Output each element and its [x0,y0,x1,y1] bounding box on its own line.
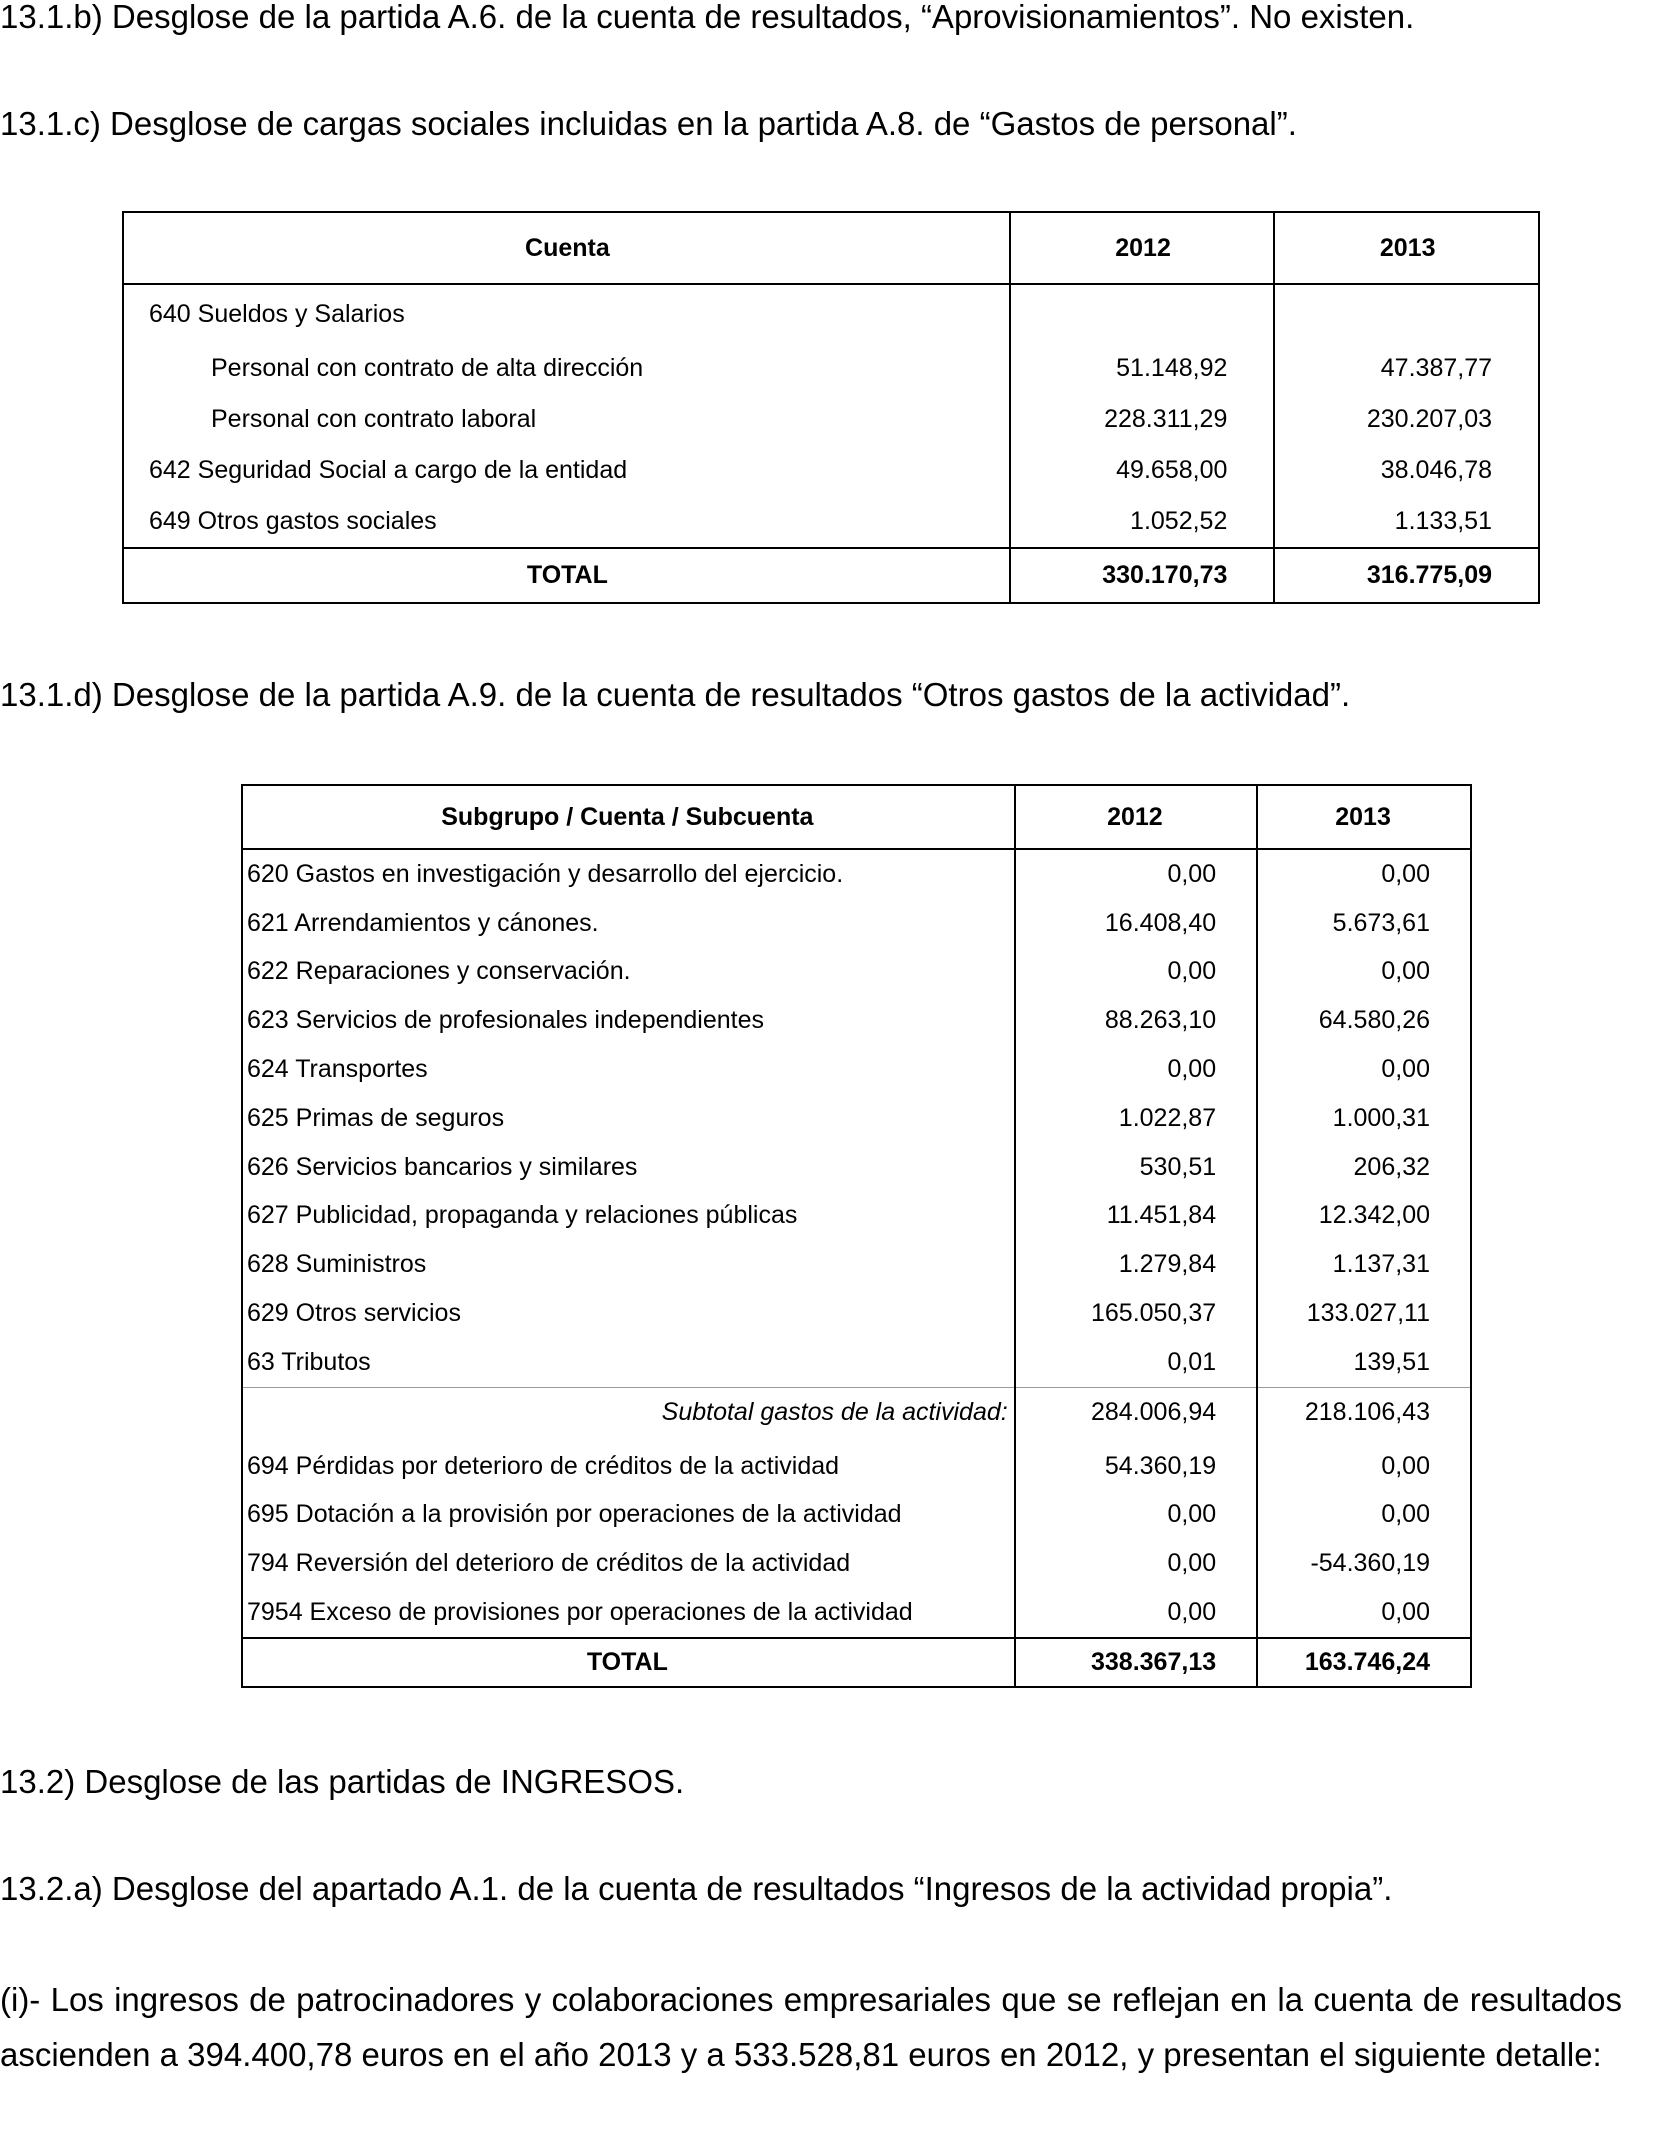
total-label: TOTAL [242,1638,1015,1687]
subtotal-2012: 284.006,94 [1015,1387,1257,1438]
row-label: 694 Pérdidas por deterioro de créditos de la actividad [242,1442,1015,1491]
heading-13-2-a: 13.2.a) Desglose del apartado A.1. de la cuenta de resultados “Ingresos de la actividad propia”. [0,1870,1393,1907]
ingresos-paragraph: (i)- Los ingresos de patrocinadores y colaboraciones empresariales que se reflejan en la cuenta de resultados ascienden a 394.400,78 euros en el año 2013 y a 533.528,81 euros en 2012, y presentan el siguiente detalle: [0,1981,1622,2073]
total-2012: 330.170,73 [1010,548,1275,603]
subtotal-row [242,1387,1471,1438]
heading-13-1-d: 13.1.d) Desglose de la partida A.9. de la cuenta de resultados “Otros gastos de la actividad”. [0,676,1351,713]
value-2012: 11.451,84 [1015,1192,1257,1241]
value-2013: 139,51 [1353,1347,1430,1376]
value-2013: 1.137,31 [1332,1250,1430,1279]
value-2013: 206,32 [1353,1152,1430,1181]
table-row [123,394,1539,445]
value-2012: 54.360,19 [1015,1442,1257,1491]
table-row [242,1094,1471,1143]
cargas-sociales-table [122,211,1540,604]
row-label: 627 Publicidad, propaganda y relaciones públicas [242,1192,1015,1241]
table-row [242,1539,1471,1588]
table-header-row [123,212,1539,284]
value-2012: 0,00 [1015,1491,1257,1540]
header-subgrupo: Subgrupo / Cuenta / Subcuenta [242,785,1015,849]
value-2012: 16.408,40 [1015,899,1257,948]
total-row [123,548,1539,603]
row-label: 621 Arrendamientos y cánones. [242,899,1015,948]
value-2013: 38.046,78 [1380,456,1492,484]
value-2012: 0,00 [1015,948,1257,997]
value-2013: 12.342,00 [1318,1201,1430,1230]
table-row [123,343,1539,394]
heading-13-1-c: 13.1.c) Desglose de cargas sociales incluidas en la partida A.8. de “Gastos de personal”. [0,105,1297,142]
header-2012: 2012 [1015,785,1257,849]
table-row [242,1491,1471,1540]
value-2012: 0,00 [1015,1539,1257,1588]
row-label: 629 Otros servicios [242,1289,1015,1338]
value-2012: 0,01 [1015,1338,1257,1387]
value-2012: 88.263,10 [1015,996,1257,1045]
row-label: 625 Primas de seguros [242,1094,1015,1143]
table-row [242,1143,1471,1192]
table-row [242,1240,1471,1289]
row-label: 695 Dotación a la provisión por operaciones de la actividad [242,1491,1015,1540]
value-2012: 49.658,00 [1010,445,1275,496]
heading-13-2: 13.2) Desglose de las partidas de INGRESOS. [0,1763,685,1800]
value-2013: 47.387,77 [1380,354,1492,382]
table-row [242,996,1471,1045]
table-row [242,1588,1471,1638]
value-2013: 133.027,11 [1306,1299,1430,1328]
value-2012 [1010,284,1275,343]
value-2013: 0,00 [1381,1055,1430,1084]
row-label: 63 Tributos [242,1338,1015,1387]
subtotal-2013: 218.106,43 [1257,1387,1471,1438]
value-2012: 1.279,84 [1015,1240,1257,1289]
total-2013: 316.775,09 [1274,548,1539,603]
row-label: 628 Suministros [242,1240,1015,1289]
header-2012: 2012 [1010,212,1275,284]
row-label: 640 Sueldos y Salarios [123,284,1010,343]
value-2013: -54.360,19 [1310,1549,1430,1578]
table-row [123,496,1539,548]
total-label: TOTAL [123,548,1010,603]
table-row [242,1338,1471,1387]
table-row [242,1289,1471,1338]
value-2012: 0,00 [1015,1588,1257,1638]
value-2012: 165.050,37 [1015,1289,1257,1338]
otros-gastos-table [241,784,1472,1688]
table-row [123,445,1539,496]
row-label: 642 Seguridad Social a cargo de la entidad [123,445,1010,496]
value-2013: 0,00 [1381,859,1430,888]
value-2013: 0,00 [1381,957,1430,986]
value-2013: 0,00 [1381,1598,1430,1627]
row-label: Personal con contrato laboral [123,394,1010,445]
table-header-row [242,785,1471,849]
row-label: 624 Transportes [242,1045,1015,1094]
value-2013: 0,00 [1381,1500,1430,1529]
total-2013: 163.746,24 [1257,1638,1471,1687]
header-2013: 2013 [1257,785,1471,849]
value-2013: 64.580,26 [1318,1006,1430,1035]
table-row [242,849,1471,899]
table-row [242,1442,1471,1491]
table-row [242,1192,1471,1241]
value-2012: 51.148,92 [1010,343,1275,394]
value-2012: 228.311,29 [1010,394,1275,445]
total-2012: 338.367,13 [1015,1638,1257,1687]
table-row [123,284,1539,343]
value-2012: 0,00 [1015,849,1257,899]
row-label: 626 Servicios bancarios y similares [242,1143,1015,1192]
row-label: 623 Servicios de profesionales independientes [242,996,1015,1045]
value-2012: 0,00 [1015,1045,1257,1094]
row-label: 649 Otros gastos sociales [123,496,1010,548]
value-2013: 1.133,51 [1394,507,1492,535]
value-2013 [1274,284,1539,343]
row-label: 7954 Exceso de provisiones por operaciones de la actividad [242,1588,1015,1638]
header-cuenta: Cuenta [123,212,1010,284]
row-label: Personal con contrato de alta dirección [123,343,1010,394]
value-2013: 230.207,03 [1366,405,1492,433]
total-row [242,1638,1471,1687]
table-row [242,1045,1471,1094]
table-row [242,948,1471,997]
header-2013: 2013 [1274,212,1539,284]
row-label: 620 Gastos en investigación y desarrollo del ejercicio. [242,849,1015,899]
value-2012: 1.052,52 [1010,496,1275,548]
heading-13-1-b: 13.1.b) Desglose de la partida A.6. de la cuenta de resultados, “Aprovisionamientos”. No existen. [0,0,1415,35]
subtotal-label: Subtotal gastos de la actividad: [242,1387,1015,1438]
table-row [242,899,1471,948]
value-2013: 5.673,61 [1332,908,1430,937]
value-2013: 1.000,31 [1332,1103,1430,1132]
row-label: 794 Reversión del deterioro de créditos de la actividad [242,1539,1015,1588]
value-2012: 530,51 [1015,1143,1257,1192]
row-label: 622 Reparaciones y conservación. [242,948,1015,997]
value-2013: 0,00 [1381,1451,1430,1480]
value-2012: 1.022,87 [1015,1094,1257,1143]
